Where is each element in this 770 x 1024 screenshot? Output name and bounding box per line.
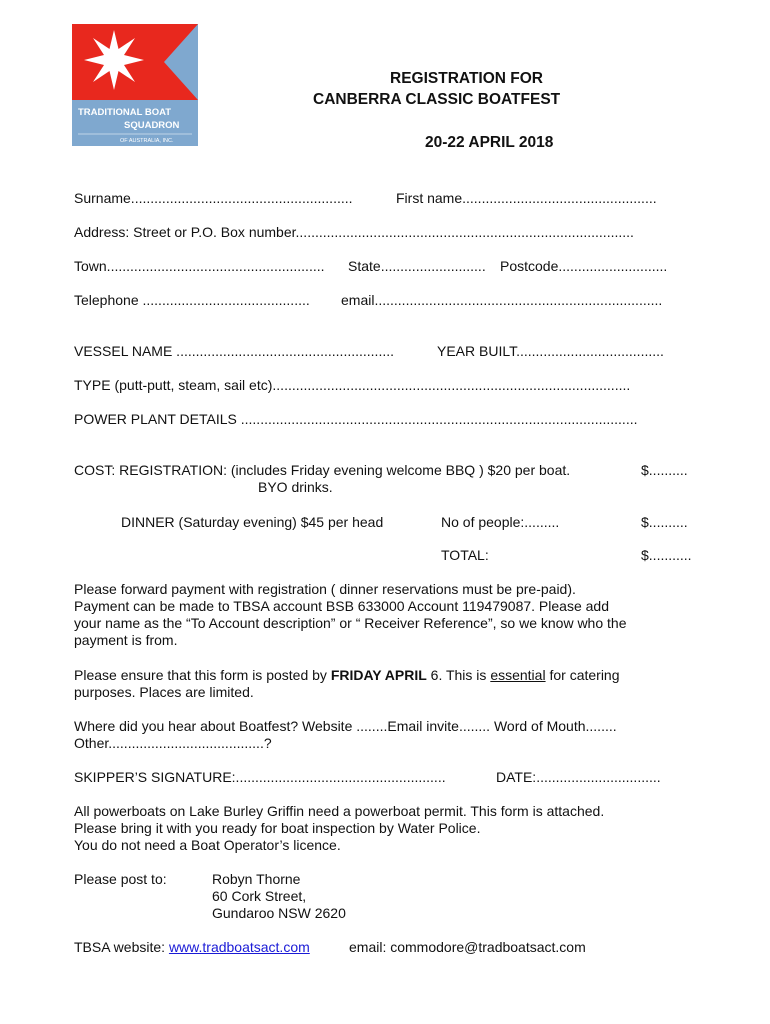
hear-about-other-field[interactable]: Other........................................? [74,735,272,751]
state-field[interactable]: State........................... [348,258,486,274]
form-title-line1: REGISTRATION FOR [390,70,543,87]
powerboat-permit-notice [74,803,714,854]
byo-drinks-text: BYO drinks. [258,479,333,495]
payment-line: Payment can be made to TBSA account BSB 633000 Account 119479087. Please add [74,598,609,614]
number-of-people-field[interactable]: No of people:......... [441,514,560,530]
telephone-field[interactable]: Telephone ........................................... [74,292,310,308]
skipper-signature-field[interactable]: SKIPPER’S SIGNATURE:...................................................... [74,769,446,785]
logo-line2: SQUADRON [124,120,180,131]
vessel-name-field[interactable]: VESSEL NAME ........................................................ [74,343,395,359]
payment-line: payment is from. [74,632,178,648]
registration-cost-text: COST: REGISTRATION: (includes Friday evening welcome BBQ ) $20 per boat. [74,462,571,478]
postcode-field[interactable]: Postcode............................ [500,258,668,274]
website-label: TBSA website: [74,939,169,955]
dinner-cost-text: DINNER (Saturday evening) $45 per head [121,514,384,530]
permit-line: You do not need a Boat Operator’s licence. [74,837,341,853]
signature-date-field[interactable]: DATE:................................ [496,769,661,785]
vessel-type-field[interactable]: TYPE (putt-putt, steam, sail etc)............................................................................................ [74,377,631,393]
email-field[interactable]: email.......................................................................... [341,292,663,308]
hear-about-line[interactable]: Where did you hear about Boatfest? Website ........Email invite........ Word of Mouth........ [74,718,617,734]
address-field[interactable]: Address: Street or P.O. Box number....................................................................................... [74,224,634,240]
tbsa-logo [72,24,198,146]
logo-line1: TRADITIONAL BOAT [78,107,172,118]
event-dates: 20-22 APRIL 2018 [425,134,554,151]
permit-line: All powerboats on Lake Burley Griffin need a powerboat permit. This form is attached. [74,803,605,819]
essential-emphasis: essential [490,667,546,683]
hear-about-question[interactable] [74,718,714,752]
first-name-field[interactable]: First name.................................................. [396,190,657,206]
deadline-text: for catering [545,667,620,683]
deadline-notice [74,667,714,701]
payment-instructions [74,581,714,649]
payment-line: Please forward payment with registration ( dinner reservations must be pre-paid). [74,581,576,597]
deadline-text: Please ensure that this form is posted by [74,667,331,683]
website-link[interactable]: www.tradboatsact.com [168,939,310,955]
form-title-line2: CANBERRA CLASSIC BOATFEST [313,91,561,108]
deadline-text: 6. This is [426,667,491,683]
total-label: TOTAL: [441,547,489,563]
permit-line: Please bring it with you ready for boat inspection by Water Police. [74,820,481,836]
town-field[interactable]: Town........................................................ [74,258,325,274]
surname-field[interactable]: Surname......................................................... [74,190,353,206]
commodore-email: email: commodore@tradboatsact.com [349,939,586,955]
post-to-label: Please post to: [74,871,167,887]
post-town: Gundaroo NSW 2620 [212,905,346,921]
year-built-field[interactable]: YEAR BUILT...................................... [437,343,664,359]
deadline-date: FRIDAY APRIL [330,667,427,683]
tbsa-flag-icon [72,24,198,146]
power-plant-field[interactable]: POWER PLANT DETAILS ...................................................................................................... [74,411,638,427]
post-street: 60 Cork Street, [212,888,307,904]
footer [74,939,310,956]
post-name: Robyn Thorne [212,871,301,887]
registration-amount-field[interactable]: $.......... [641,462,688,478]
payment-line: your name as the “To Account description” or “ Receiver Reference”, so we know who the [74,615,627,631]
dinner-amount-field[interactable]: $.......... [641,514,688,530]
deadline-text: purposes. Places are limited. [74,684,254,700]
total-amount-field[interactable]: $........... [641,547,692,563]
logo-line3: OF AUSTRALIA, INC. [120,138,174,144]
